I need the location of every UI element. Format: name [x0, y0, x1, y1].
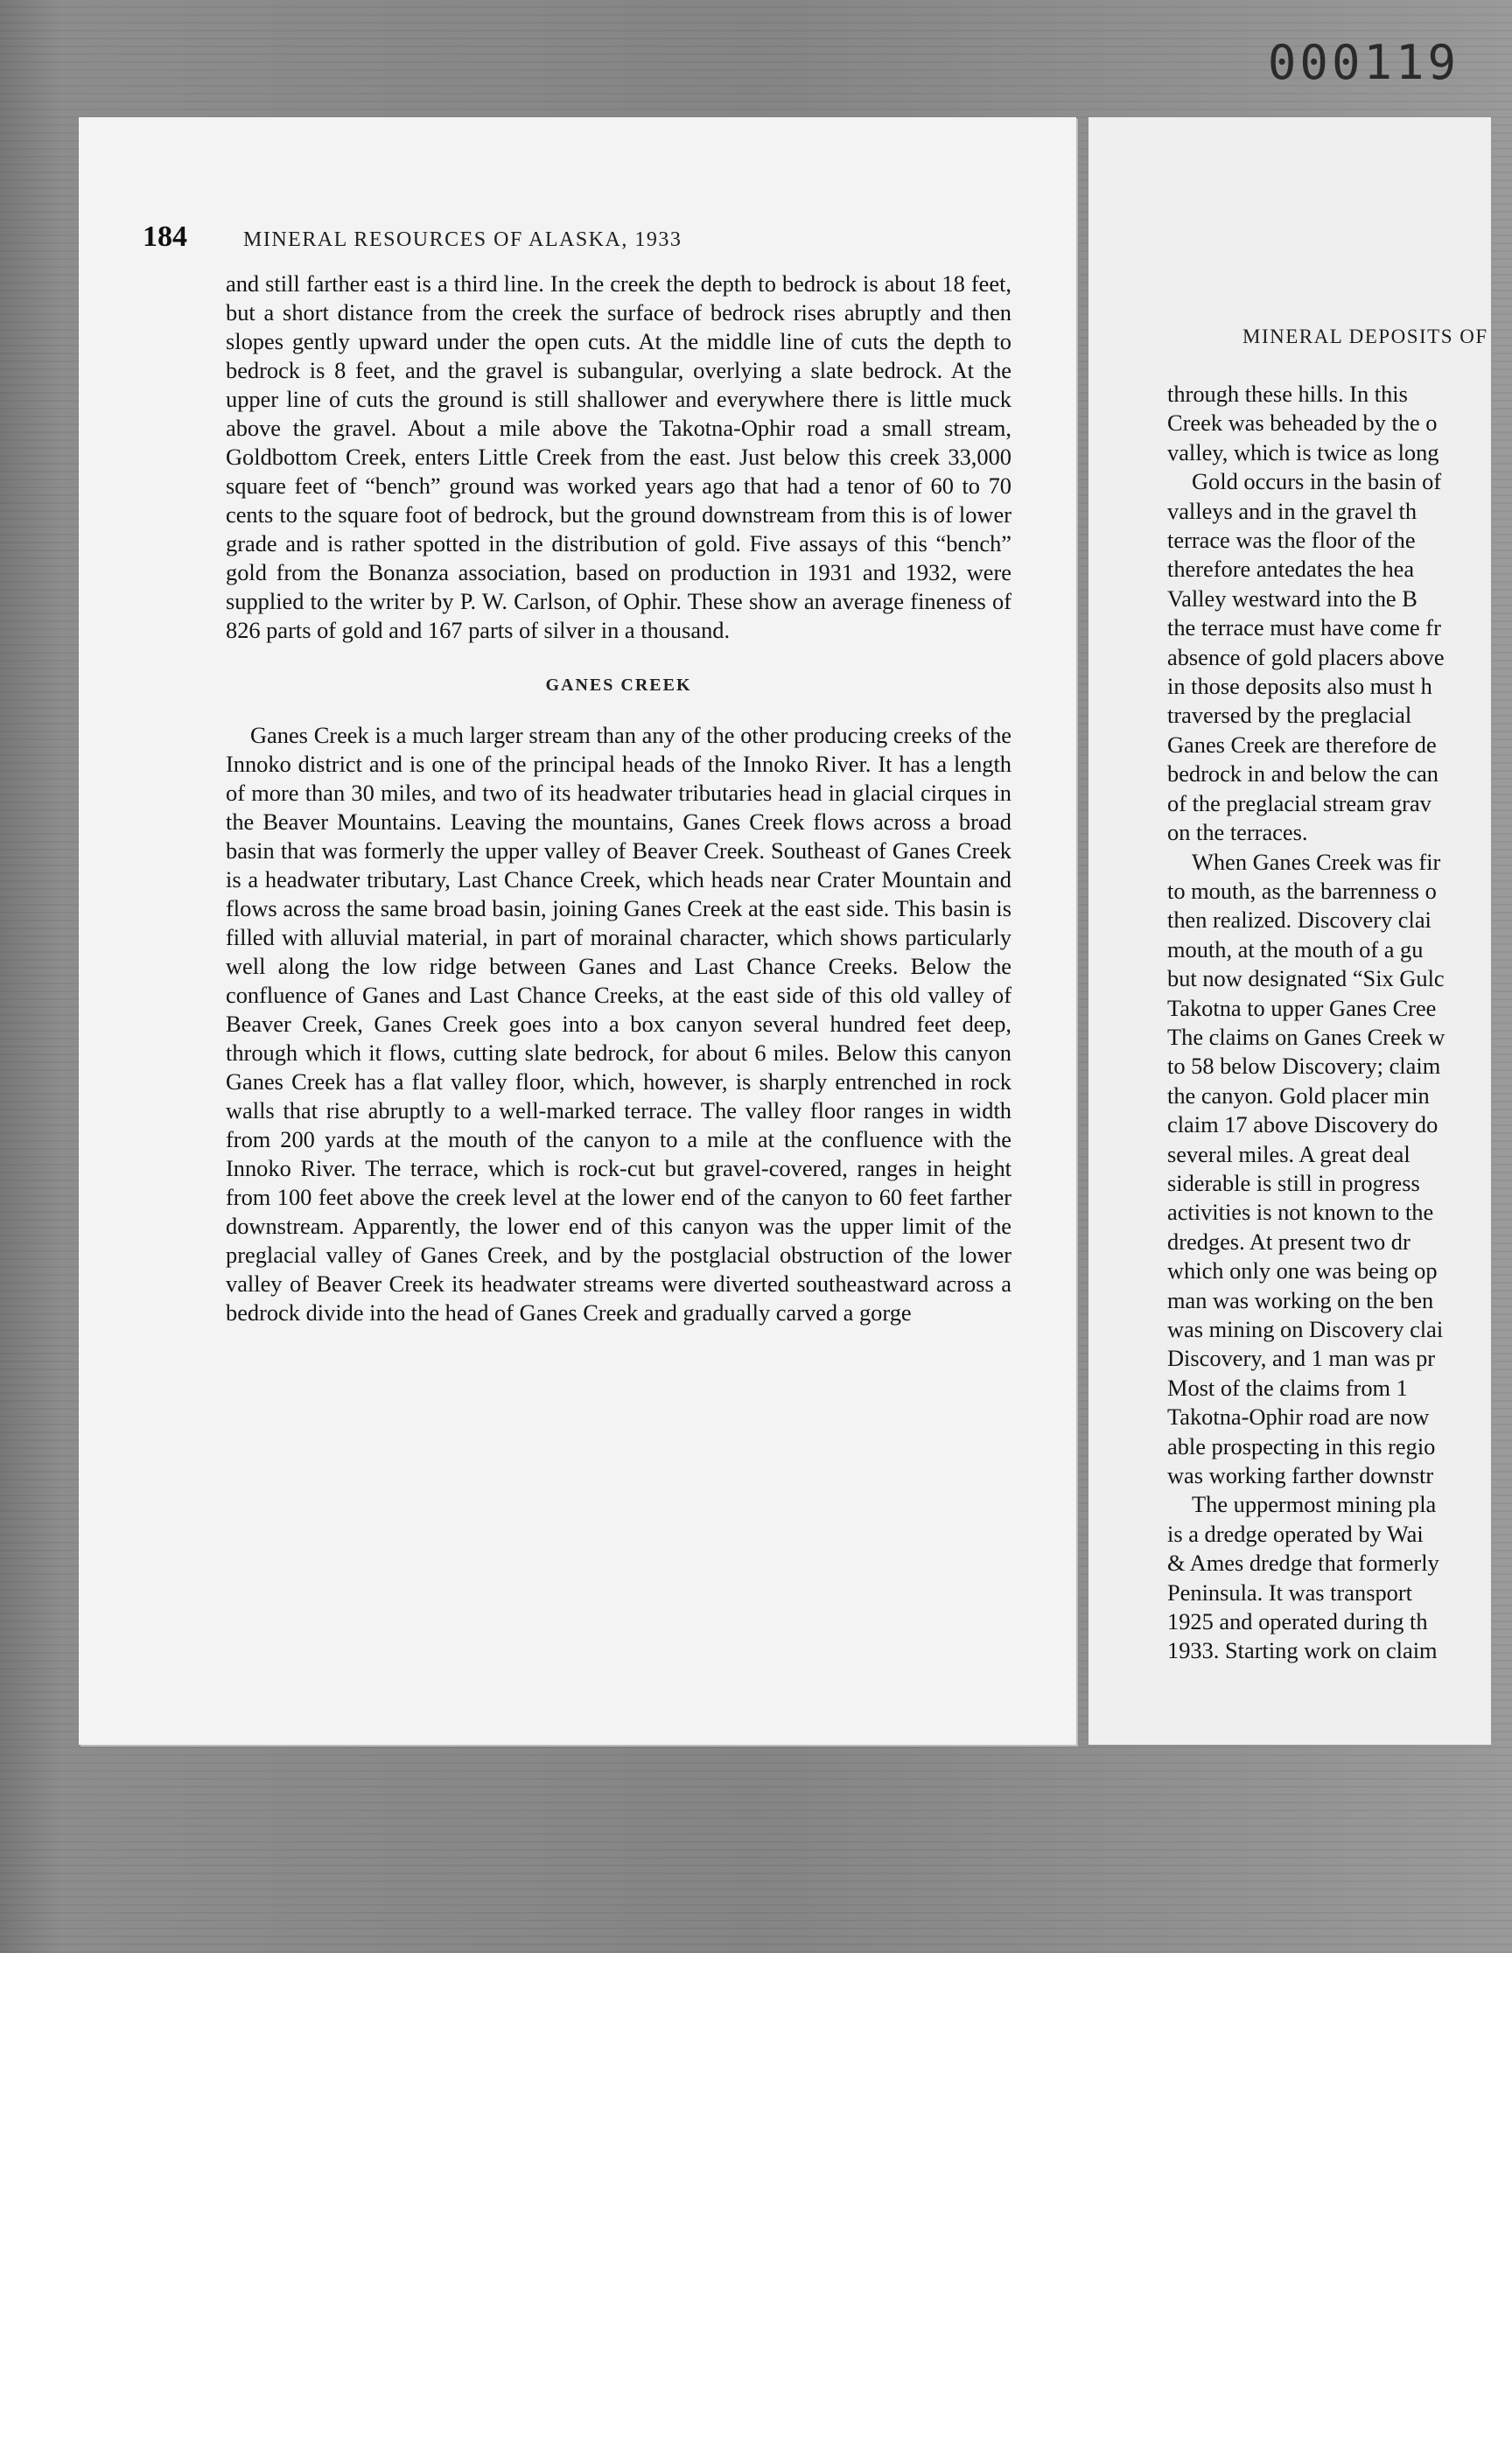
text-line: Takotna to upper Ganes Cree — [1167, 994, 1437, 1021]
page-number: 184 — [143, 220, 187, 253]
text-line: Ganes Creek are therefore de — [1167, 731, 1437, 758]
text-line: which only one was being op — [1167, 1257, 1438, 1284]
text-line: valleys and in the gravel th — [1167, 497, 1418, 524]
running-head — [143, 220, 1018, 254]
text-line: Takotna-Ophir road are now — [1167, 1404, 1430, 1431]
right-page — [1088, 117, 1491, 1745]
archive-page-number: 000119 — [1267, 35, 1460, 90]
text-line: was mining on Discovery clai — [1167, 1316, 1444, 1342]
text-line: 1933. Starting work on claim — [1167, 1637, 1438, 1664]
text-line: & Ames dredge that formerly — [1167, 1550, 1439, 1577]
text-line: activities is not known to the — [1167, 1199, 1434, 1226]
right-page-text — [1167, 380, 1491, 1666]
paragraph-continuation: and still farther east is a third line. In the creek the depth to bedrock is about 18 feet, but a short distance from the creek the surface of bedrock rises abruptly and then slopes gently upward under the open cuts. At the middle line of cuts the depth to bedrock is 8 feet, and the gravel is subangular, overlying a slate bedrock. At the upper line of cuts the ground is still shallower and everywhere there is little muck above the gravel. About a mile above the Takotna-Ophir road a small stream, Goldbottom Creek, enters Little Creek from the east. Just below this creek 33,000 square feet of “bench” ground was worked years ago that had a tenor of 60 to 70 cents to the square foot of bedrock, but the ground downstream from this is of lower grade and is rather spotted in the distribution of gold. Five assays of this “bench” gold from the Bonanza association, based on production in 1931 and 1932, were supplied to the writer by P. W. Carlson, of Ophir. These show an average fineness of 826 parts of gold and 167 parts of silver in a thousand. — [226, 270, 1012, 643]
text-line: but now designated “Six Gulc — [1167, 965, 1445, 992]
right-running-head: MINERAL DEPOSITS OF — [1242, 326, 1488, 347]
text-line: man was working on the ben — [1167, 1286, 1434, 1313]
text-line: absence of gold placers above — [1167, 643, 1445, 670]
text-line: is a dredge operated by Wai — [1167, 1520, 1424, 1547]
text-line: to mouth, as the barrenness o — [1167, 877, 1437, 904]
text-line: When Ganes Creek was fir — [1192, 848, 1441, 875]
text-line: siderable is still in progress — [1167, 1169, 1420, 1196]
text-line: on the terraces. — [1167, 819, 1308, 846]
text-line: bedrock in and below the can — [1167, 760, 1438, 788]
section-heading: GANES CREEK — [545, 676, 692, 695]
text-line: traversed by the preglacial — [1167, 702, 1412, 729]
text-line: therefore antedates the hea — [1167, 556, 1415, 583]
running-head-title: MINERAL RESOURCES OF ALASKA, 1933 — [243, 228, 682, 251]
text-line: dredges. At present two dr — [1167, 1228, 1410, 1255]
text-line: to 58 below Discovery; claim — [1167, 1053, 1441, 1080]
text-line: Creek was beheaded by the o — [1167, 410, 1438, 437]
text-line: mouth, at the mouth of a gu — [1167, 935, 1424, 962]
text-line: Most of the claims from 1 — [1167, 1374, 1408, 1401]
text-line: several miles. A great deal — [1167, 1140, 1410, 1167]
text-line: the canyon. Gold placer min — [1167, 1082, 1430, 1109]
text-line: was working farther downstr — [1167, 1462, 1434, 1489]
text-line: claim 17 above Discovery do — [1167, 1111, 1438, 1138]
text-line: The claims on Ganes Creek w — [1167, 1023, 1446, 1050]
text-line: in those deposits also must h — [1167, 673, 1432, 700]
text-line: able prospecting in this regio — [1167, 1432, 1436, 1460]
text-line: the terrace must have come fr — [1167, 614, 1441, 641]
text-line: terrace was the floor of the — [1167, 527, 1416, 554]
text-line: then realized. Discovery clai — [1167, 906, 1432, 934]
left-page-text — [226, 270, 1012, 1327]
text-line: through these hills. In this — [1167, 381, 1408, 407]
text-line: 1925 and operated during th — [1167, 1608, 1428, 1635]
text-line: Gold occurs in the basin of — [1192, 468, 1442, 495]
text-line: Valley westward into the B — [1167, 584, 1418, 612]
text-line: of the preglacial stream grav — [1167, 789, 1432, 816]
text-line: Peninsula. It was transport — [1167, 1578, 1412, 1606]
text-line: valley, which is twice as long — [1167, 438, 1439, 466]
text-line: The uppermost mining pla — [1192, 1491, 1437, 1518]
paragraph-ganes-creek: Ganes Creek is a much larger stream than any of the other producing creeks of the Innoko district and is one of the principal heads of the Innoko River. It has a length of more than 30 miles, and two of its headwater tributaries head in glacial cirques in the Beaver Mountains. Leaving the mountains, Ganes Creek flows across a broad basin that was formerly the upper valley of Beaver Creek. Southeast of Ganes Creek is a headwater tributary, Last Chance Creek, which heads near Crater Mountain and flows across the same broad basin, joining Ganes Creek at the east side. This basin is filled with alluvial material, in part of morainal character, which shows particularly well along the low ridge between Ganes and Last Chance Creeks. Below the confluence of Ganes and Last Chance Creeks, at the east side of this old valley of Beaver Creek, Ganes Creek goes into a box canyon several hundred feet deep, through which it flows, cutting slate bedrock, for about 6 miles. Below this canyon Ganes Creek has a flat valley floor, which, however, is sharply entrenched in rock walls that rise abruptly to a well-marked terrace. The valley floor ranges in width from 200 yards at the mouth of the canyon to a mile at the confluence with the Innoko River. The terrace, which is rock-cut but gravel-covered, ranges in height from 100 feet above the creek level at the lower end of the canyon to 60 feet farther downstream. Apparently, the lower end of this canyon was the upper limit of the preglacial valley of Ganes Creek, and by the postglacial obstruction of the lower valley of Beaver Creek its headwater streams were diverted southeastward across a bedrock divide into the head of Ganes Creek and gradually carved a gorge — [226, 722, 1012, 1326]
text-line: Discovery, and 1 man was pr — [1167, 1345, 1436, 1372]
